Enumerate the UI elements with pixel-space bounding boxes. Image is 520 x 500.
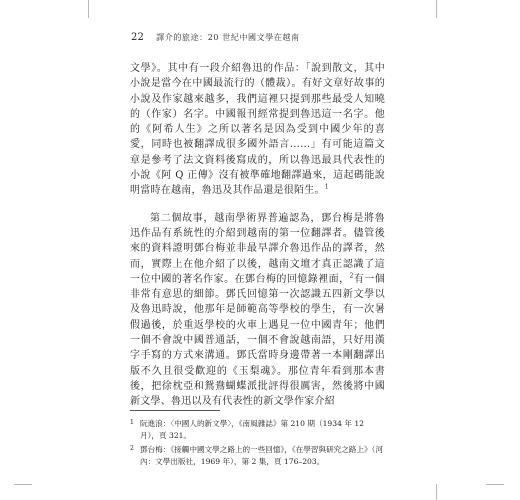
footnote-divider [130, 410, 220, 411]
crop-mark [486, 484, 504, 485]
footnote-reference-2: 2 [349, 272, 354, 280]
page-number: 22 [131, 31, 145, 43]
crop-mark [436, 484, 437, 500]
paragraph-2-text-part-2: 有一個非常有意思的細節。鄧氏回憶第一次認識五四新文學以及魯迅時說，他那年是師範高等學校的學生，有一次暑假過後，於重返學校的火車上遇見一位中國青年；他們一個不會說中國普通話，一個不會說越南語，只好用漢字手寫的方式來溝通。鄧氏當時身邊帶著一本剛翻譯出版不久且很受歡迎的《玉梨魂》。那位青年看到那本書後，把徐枕亞和鴛鴦蝴蝶派批評得很厲害，然後將中國新文學、魯迅以及有代表性的新文學作家介紹 [130, 273, 386, 408]
main-text [130, 61, 385, 410]
running-title: 譯介的旅途：20 世紀中國文學在越南 [156, 32, 300, 42]
footnote-reference-1: 1 [324, 184, 329, 192]
footnote-number: 1 [130, 419, 134, 426]
footnotes [130, 410, 385, 470]
footnote-text: 阮進浪：〈中國人的新文學〉，《南風雜誌》第 210 期（1934 年 12 月），頁 321。 [140, 419, 364, 440]
footnote-number: 2 [130, 445, 134, 452]
footnote-2 [130, 444, 385, 468]
crop-mark [88, 0, 89, 18]
footnote-1 [130, 418, 385, 442]
paragraph-2-text-part-1: 第二個故事，越南學術界普遍認為，鄧台梅是將魯迅作品有系統性的介紹到越南的第一位翻譯者。儘管後來的資料證明鄧台梅並非最早譯介魯迅作品的譯者，然而，實際上在他介紹了以後，越南文壇才真正認識了這一位中國的著名作家。在鄧台梅的回憶錄裡面， [130, 212, 385, 285]
crop-mark [436, 0, 437, 18]
paragraph-2 [130, 211, 385, 410]
footnote-text: 鄧台梅：《接觸中國文學之路上的一些回憶》，《在學習與研究之路上》（河內：文學出版社，1969 年），第 2 集，頁 176–203。 [140, 445, 383, 466]
page-header [131, 29, 300, 45]
paragraph-1 [130, 61, 385, 199]
crop-mark [14, 484, 32, 485]
paragraph-1-text: 文學》。其中有一段介紹魯迅的作品：「說到散文，其中小說是當今在中國最流行的（體裁）。有好文章好故事的小說及作家越來越多，我們這裡只提到那些最受人知曉的（作家）名字。中國報刊經常提到魯迅這一名字。他的《阿希人生》之所以著名是因為受到中國少年的喜愛，同時也被翻譯成很多國外語言……」有可能這篇文章是參考了法文資料後寫成的，所以魯迅最具代表性的小說《阿 Q 正傳》沒有被準確地翻譯過來，這起碼能說明當時在越南，魯迅及其作品還是很陌生。 [130, 63, 385, 197]
